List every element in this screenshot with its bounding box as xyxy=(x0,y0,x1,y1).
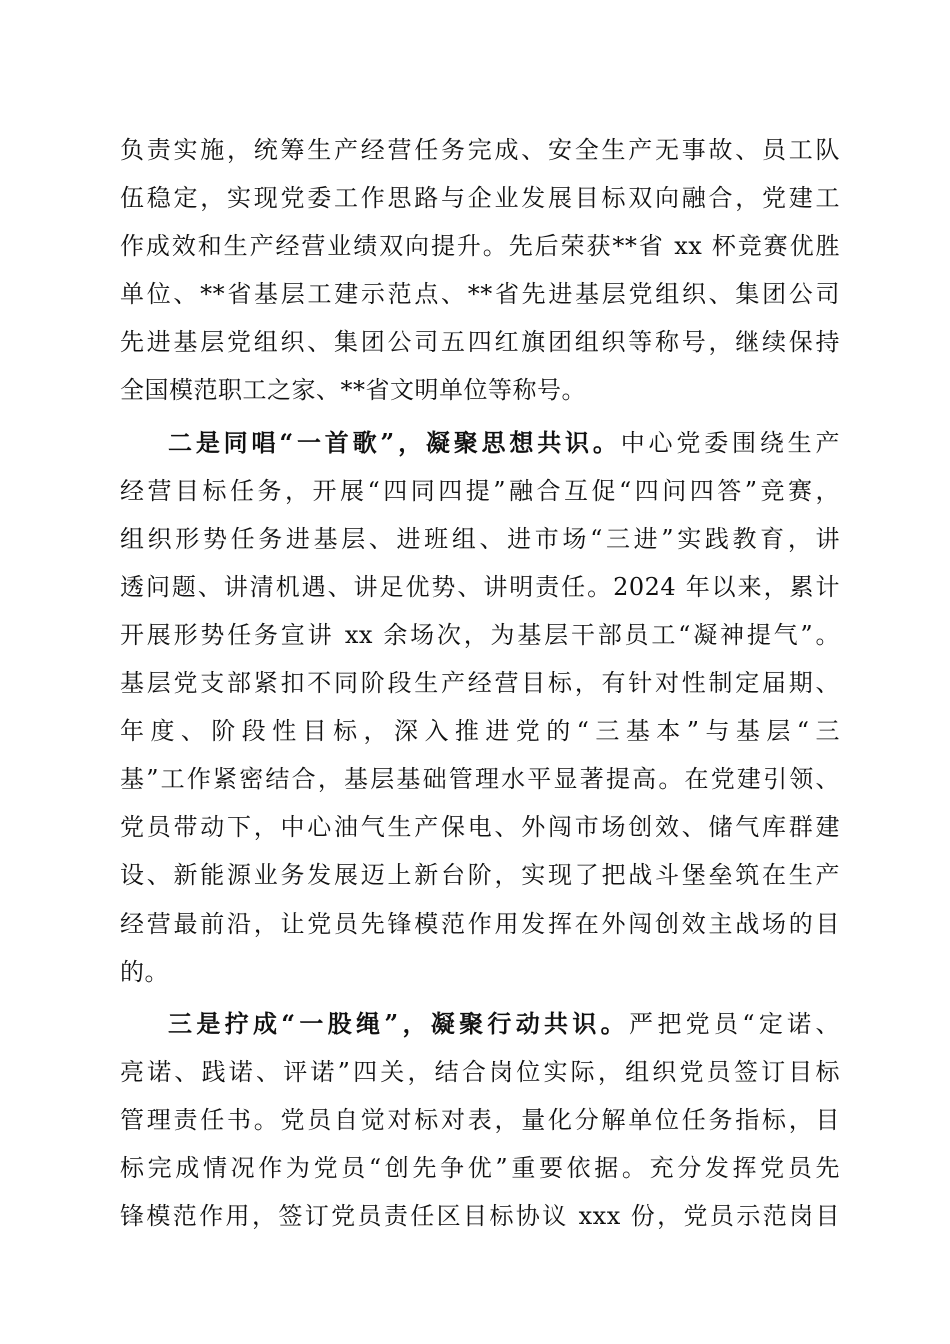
text-line: 负责实施，统筹生产经营任务完成、安全生产无事故、员工队 xyxy=(120,136,840,164)
paragraph-start-line: 二是同唱“一首歌”，凝聚思想共识。中心党委围绕生产 xyxy=(168,427,841,457)
text-line: 单位、**省基层工建示范点、**省先进基层党组织、集团公司 xyxy=(120,280,840,309)
text-line: 基”工作紧密结合，基层基础管理水平显著提高。在党建引领、 xyxy=(120,765,840,794)
text-line: 设、新能源业务发展迈上新台阶，实现了把战斗堡垒筑在生产 xyxy=(120,861,840,890)
text-line: 的。 xyxy=(120,957,169,986)
paragraph-start-line: 三是拧成“一股绳”，凝聚行动共识。严把党员“定诺、 xyxy=(168,1008,840,1038)
document-body xyxy=(120,126,840,1240)
text-line: 亮诺、践诺、评诺”四关，结合岗位实际，组织党员签订目标 xyxy=(120,1057,840,1086)
text-line: 先进基层党组织、集团公司五四红旗团组织等称号，继续保持 xyxy=(120,328,840,357)
text-line: 经营最前沿，让党员先锋模范作用发挥在外闯创效主战场的目 xyxy=(120,909,840,938)
text-line: 经营目标任务，开展“四同四提”融合互促“四问四答”竞赛， xyxy=(120,476,840,505)
text-line: 组织形势任务进基层、进班组、进市场“三进”实践教育，讲 xyxy=(120,524,840,553)
text-line: 年度、阶段性目标，深入推进党的“三基本”与基层“三 xyxy=(120,717,840,746)
text-line: 党员带动下，中心油气生产保电、外闯市场创效、储气库群建 xyxy=(120,813,840,842)
paragraph-heading: 三是拧成“一股绳”，凝聚行动共识。 xyxy=(168,1008,629,1038)
text-line: 标完成情况作为党员“创先争优”重要依据。充分发挥党员先 xyxy=(120,1153,840,1182)
text-line: 锋模范作用，签订党员责任区目标协议 xxx 份，党员示范岗目 xyxy=(120,1202,840,1231)
text-line: 作成效和生产经营业绩双向提升。先后荣获**省 xx 杯竞赛优胜 xyxy=(120,232,840,261)
text-line: 开展形势任务宣讲 xx 余场次，为基层干部员工“凝神提气”。 xyxy=(120,620,840,649)
text-line: 全国模范职工之家、**省文明单位等称号。 xyxy=(120,376,586,405)
text-line: 透问题、讲清机遇、讲足优势、讲明责任。2024 年以来，累计 xyxy=(120,572,840,601)
paragraph-heading: 二是同唱“一首歌”，凝聚思想共识。 xyxy=(168,427,621,457)
text-line: 伍稳定，实现党委工作思路与企业发展目标双向融合，党建工 xyxy=(120,184,840,213)
text-line: 基层党支部紧扣不同阶段生产经营目标，有针对性制定届期、 xyxy=(120,669,840,698)
text-line: 管理责任书。党员自觉对标对表，量化分解单位任务指标，目 xyxy=(120,1105,840,1134)
